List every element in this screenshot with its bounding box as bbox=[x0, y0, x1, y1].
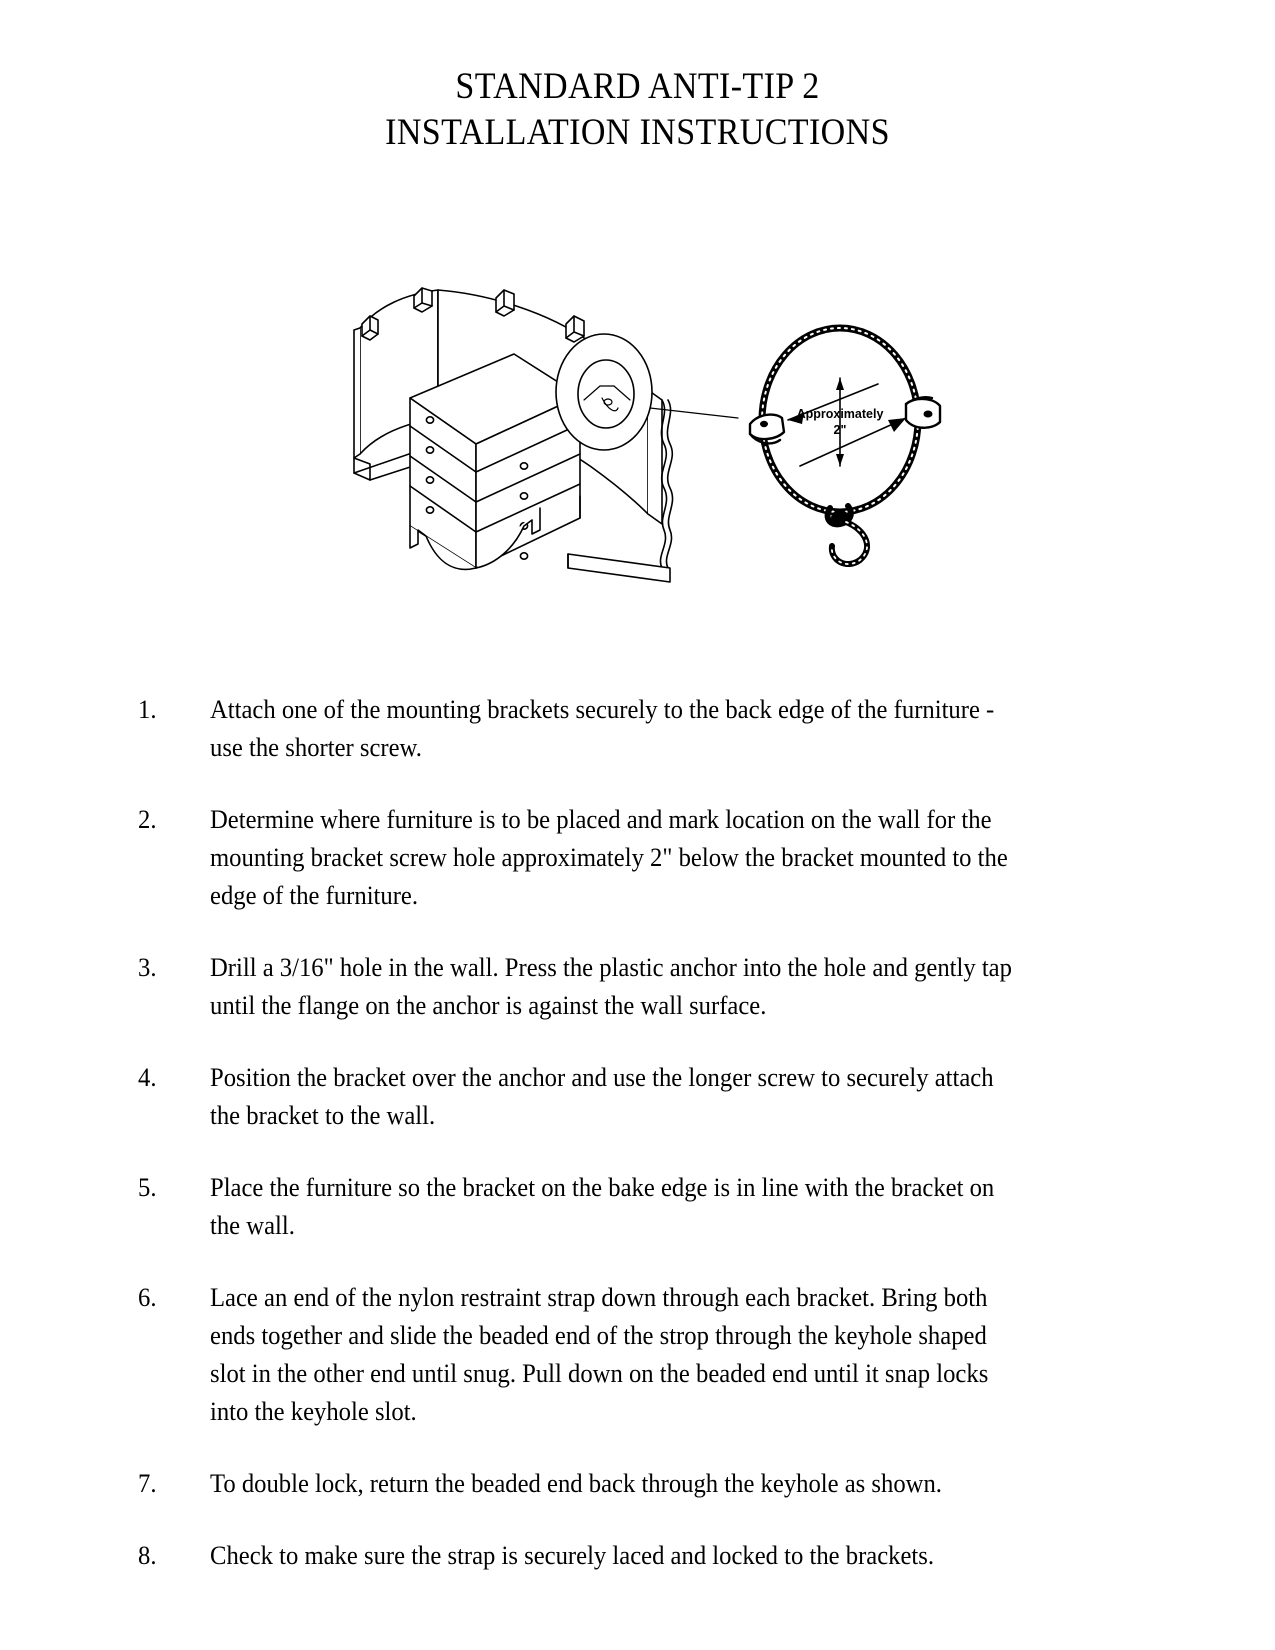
anti-tip-installation-figure bbox=[0, 268, 1275, 628]
bracket-left bbox=[750, 415, 784, 444]
step-number: 2. bbox=[138, 804, 157, 834]
step-text: Lace an end of the nylon restraint strap down through each bracket. Bring both ends together and slide the beaded end of the strop through the keyhole shaped slot in the other end until snug. Pull down on the beaded end until it snap locks into the keyhole slot. bbox=[210, 1282, 989, 1426]
step-number: 5. bbox=[138, 1172, 157, 1202]
list-item bbox=[0, 1278, 1275, 1430]
wall-tab-right-1 bbox=[496, 290, 514, 316]
step-text: Place the furniture so the bracket on the bake edge is in line with the bracket on the wall. bbox=[210, 1172, 995, 1240]
callout-measurement-label: 2" bbox=[833, 423, 846, 437]
callout-approximately-label: Approximately bbox=[796, 407, 883, 421]
list-item bbox=[0, 1536, 1275, 1574]
instruction-list bbox=[0, 690, 1275, 1608]
drawer-knob bbox=[520, 553, 527, 559]
bracket-right bbox=[906, 397, 940, 428]
title-line-2: INSTALLATION INSTRUCTIONS bbox=[385, 112, 890, 153]
step-number: 7. bbox=[138, 1468, 157, 1498]
step-number: 4. bbox=[138, 1062, 157, 1092]
list-item bbox=[0, 1168, 1275, 1244]
wall-tab-left-2 bbox=[414, 288, 432, 312]
strap-detail-callout bbox=[750, 328, 940, 564]
wall-tab-left-1 bbox=[362, 316, 378, 340]
step-text: Check to make sure the strap is securely laced and locked to the brackets. bbox=[210, 1540, 935, 1570]
detail-magnifier-circle bbox=[556, 334, 652, 450]
step-number: 1. bbox=[138, 694, 157, 724]
title-line-1: STANDARD ANTI-TIP 2 bbox=[455, 66, 820, 107]
step-text: To double lock, return the beaded end back through the keyhole as shown. bbox=[210, 1468, 942, 1498]
step-number: 3. bbox=[138, 952, 157, 982]
list-item bbox=[0, 690, 1275, 766]
list-item bbox=[0, 948, 1275, 1024]
step-number: 8. bbox=[138, 1540, 157, 1570]
step-text: Determine where furniture is to be placed and mark location on the wall for the mounting bracket screw hole approximately 2" below the bracket mounted to the edge of the furniture. bbox=[210, 804, 1008, 910]
figure-svg bbox=[318, 268, 958, 608]
list-item bbox=[0, 1464, 1275, 1502]
list-item bbox=[0, 1058, 1275, 1134]
step-text: Drill a 3/16" hole in the wall. Press the plastic anchor into the hole and gently tap until the flange on the anchor is against the wall surface. bbox=[210, 952, 1012, 1020]
list-item bbox=[0, 800, 1275, 914]
step-number: 6. bbox=[138, 1282, 157, 1312]
page-title bbox=[0, 0, 1275, 156]
step-text: Position the bracket over the anchor and use the longer screw to securely attach the bracket to the wall. bbox=[210, 1062, 994, 1130]
wall-tab-right-2 bbox=[566, 316, 584, 342]
step-text: Attach one of the mounting brackets securely to the back edge of the furniture - use the shorter screw. bbox=[210, 694, 995, 762]
